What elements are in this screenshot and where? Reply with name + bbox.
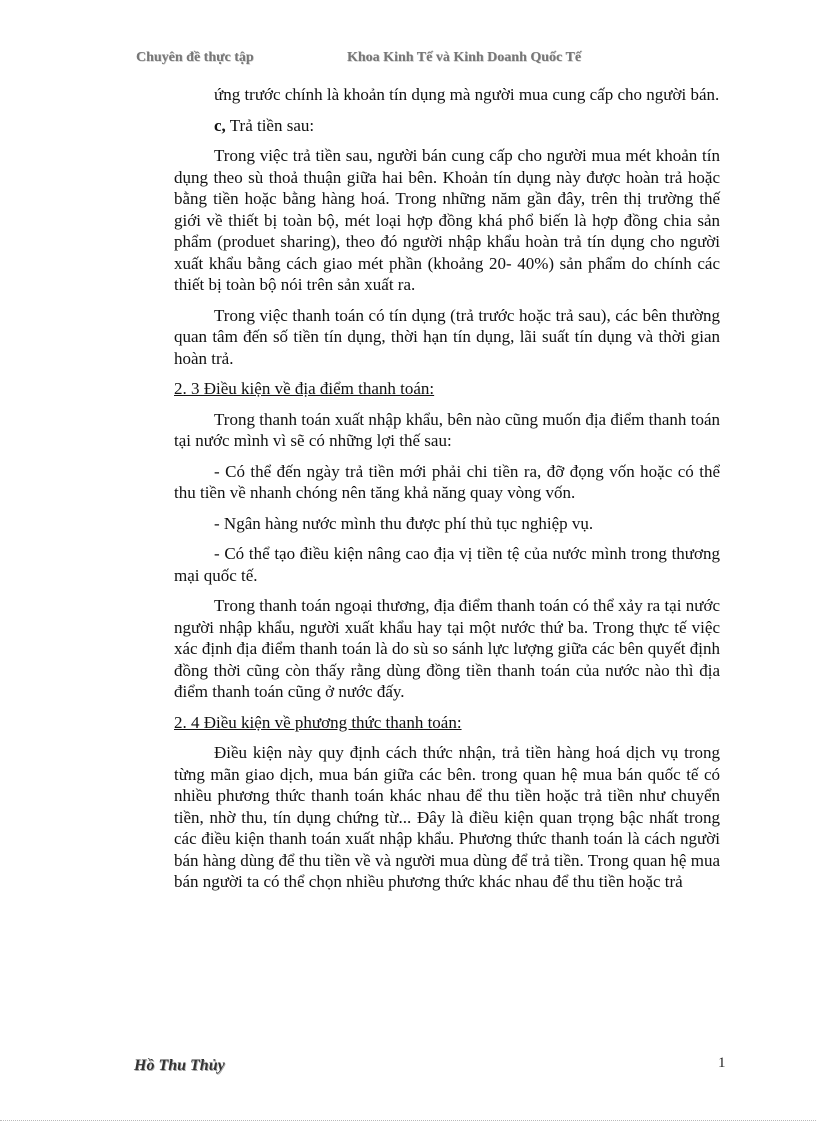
paragraph-payment-method: Điều kiện này quy định cách thức nhận, trả tiền hàng hoá dịch vụ trong từng mãn giao dịch, mua bán giữa các bên. trong quan hệ mua bán quốc tế có nhiều phương thức thanh toán khác nhau để thu tiền hoặc trả tiền như chuyển tiền, nhờ thu, tín dụng chứng từ... Đây là điều kiện quan trọng bậc nhất trong các điều kiện thanh toán xuất nhập khẩu. Phương thức thanh toán là cách người bán hàng dùng để thu tiền về và người mua dùng để trả tiền. Trong quan hệ mua bán người ta có thể chọn nhiều phương thức khác nhau để thu tiền hoặc trả xyxy=(174,743,720,891)
page-bottom-divider xyxy=(0,1120,816,1121)
section-heading-2-3: 2. 3 Điều kiện về địa điểm thanh toán: xyxy=(174,379,435,398)
subsection-heading-c xyxy=(174,115,720,137)
paragraph-foreign-trade-location: Trong thanh toán ngoại thương, địa điểm thanh toán có thể xảy ra tại nước người nhập khẩu, người xuất khẩu hay tại một nước thứ ba. Trong thực tế việc xác định địa điểm thanh toán là do sù so sánh lực lượng giữa các bên quyết định đồng thời cũng còn thấy rằng dùng đồng tiền thanh toán của nước nào thì địa điểm thanh toán cũng ở nước đấy. xyxy=(174,596,720,701)
header-document-type: Chuyên đề thực tập xyxy=(136,50,254,65)
paragraph-deferred-payment: Trong việc trả tiền sau, người bán cung cấp cho người mua mét khoản tín dụng theo sù thoả thuận giữa hai bên. Khoản tín dụng này được hoàn trả hoặc bằng tiền hoặc bằng hàng hoá. Trong những năm gần đây, trên thị trường thế giới về thiết bị toàn bộ, mét loại hợp đồng khá phổ biến là hợp đồng chia sản phẩm (produet sharing), theo đó người nhập khẩu hoàn trả tín dụng cho người xuất khẩu bằng cách giao mét phần (khoảng 20- 40%) sản phẩm do chính các thiết bị toàn bộ nói trên sản xuất ra. xyxy=(174,146,720,294)
paragraph-credit-terms: Trong việc thanh toán có tín dụng (trả trước hoặc trả sau), các bên thường quan tâm đến số tiền tín dụng, thời hạn tín dụng, lãi suất tín dụng và thời gian hoàn trả. xyxy=(174,305,720,368)
page-number: 1 xyxy=(718,1055,726,1071)
subsection-label: c, xyxy=(214,115,226,135)
paragraph-payment-location: Trong thanh toán xuất nhập khẩu, bên nào cũng muốn địa điểm thanh toán tại nước mình vì sẽ có những lợi thế sau: xyxy=(174,409,720,450)
paragraph-continuation: ứng trước chính là khoản tín dụng mà người mua cung cấp cho người bán. xyxy=(214,85,720,104)
footer-author: Hồ Thu Thủy xyxy=(134,1057,225,1074)
bullet-currency-status: - Có thể tạo điều kiện nâng cao địa vị tiền tệ của nước mình trong thương mại quốc tế. xyxy=(174,544,720,585)
bullet-bank-fees: - Ngân hàng nước mình thu được phí thủ tục nghiệp vụ. xyxy=(214,513,594,533)
bullet-capital-turnover: - Có thể đến ngày trả tiền mới phải chi tiền ra, đỡ đọng vốn hoặc có thể thu tiền về nhanh chóng nên tăng khả năng quay vòng vốn. xyxy=(174,461,720,502)
header-faculty: Khoa Kinh Tế và Kinh Doanh Quốc Tế xyxy=(347,50,582,65)
page-header xyxy=(136,50,716,70)
document-body xyxy=(174,84,720,902)
subsection-title: Trả tiền sau: xyxy=(225,115,315,135)
section-heading-2-4: 2. 4 Điều kiện về phương thức thanh toán: xyxy=(174,712,462,732)
